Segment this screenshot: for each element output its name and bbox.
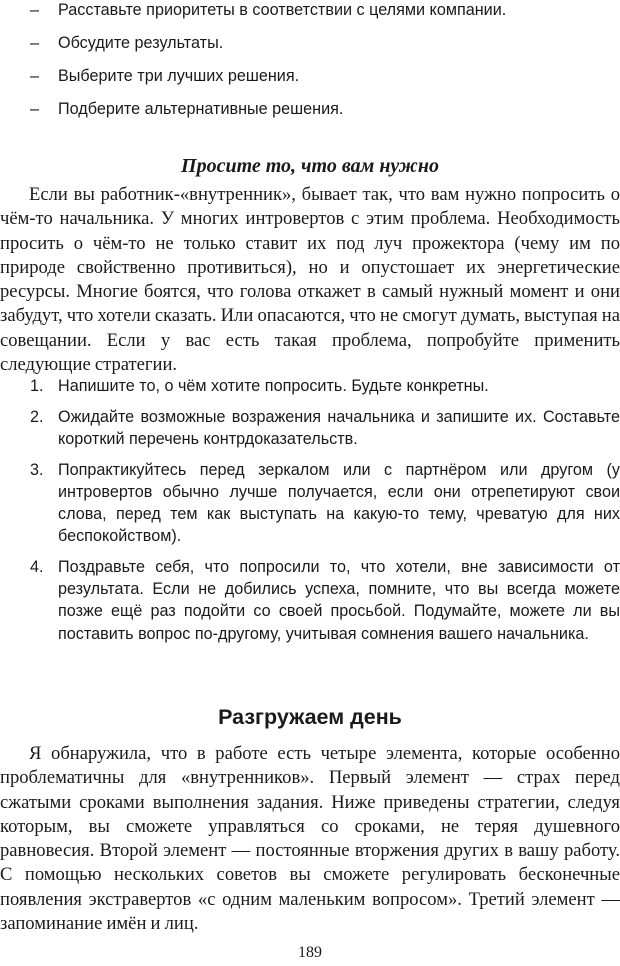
subheading: Просите то, что вам нужно [181,155,439,177]
list-item-text: Поздравьте себя, что попросили то, что хотели, вне зависимости от результата. Если не добились успеха, помните, что вы всегда можете позже ещё раз подойти со своей просьбой. Подумайте, можете ли вы поставить вопрос по-другому, учитывая сомнения вашего начальника. [58,557,620,643]
paragraph-day: Я обнаружила, что в работе есть четыре элемента, которые особенно проблематичны для «внутренников». Первый элемент — страх перед сжатыми сроками выполнения задания. Ниже приведены стратегии, следуя которым, вы сможете управляться со сроками, не теряя душевного равновесия. Второй элемент — постоянные вторжения других в вашу работу. С помощью нескольких советов вы сможете регулировать бесконечные появления экстравертов «с одним маленьким вопросом». Третий элемент — запоминание имён и лиц. [0,743,620,935]
list-item [30,406,620,450]
list-item [30,375,620,397]
list-number: 4. [30,557,44,576]
list-number: 1. [30,377,44,395]
list-item-text: Напишите то, о чём хотите попросить. Будьте конкретны. [58,377,489,395]
list-item: – Подберите альтернативные решения. [30,99,620,132]
paragraph-ask: Если вы работник-«внутренник», бывает так, что вам нужно попросить о чём-то начальника. У многих интровертов с этим проблема. Необходимость просить о чём-то не только ставит их под луч прожектора (чему им по природе свойственно противиться), но и опустошает их энергетические ресурсы. Многие боятся, что голова откажет в самый нужный момент и они забудут, что хотели сказать. Или опасаются, что не смогут думать, выступая на совещании. Если у вас есть такая проблема, попробуйте применить следующие стратегии. [0,184,620,376]
list-item: – Обсудите результаты. [30,33,620,66]
list-item: – Расставьте приоритеты в соответствии с целями компании. [30,0,620,33]
list-item: – Выберите три лучших решения. [30,66,620,99]
section-heading: Разгружаем день [218,705,402,729]
list-number: 3. [30,460,44,479]
list-item [30,556,620,645]
list-item-text: Ожидайте возможные возражения начальника и запишите их. Составьте короткий перечень контрдоказательств. [58,407,620,448]
list-item-text: Попрактикуйтесь перед зеркалом или с партнёром или другом (у интровертов обычно лучше получается, если они отрепетируют свои слова, перед тем как выступать на какую-то тему, чреватую для них беспокойством). [58,460,620,546]
page-number: 189 [298,944,322,961]
list-number: 2. [30,407,44,426]
dash-list [30,0,620,132]
list-item [30,459,620,548]
numbered-list [30,375,620,653]
